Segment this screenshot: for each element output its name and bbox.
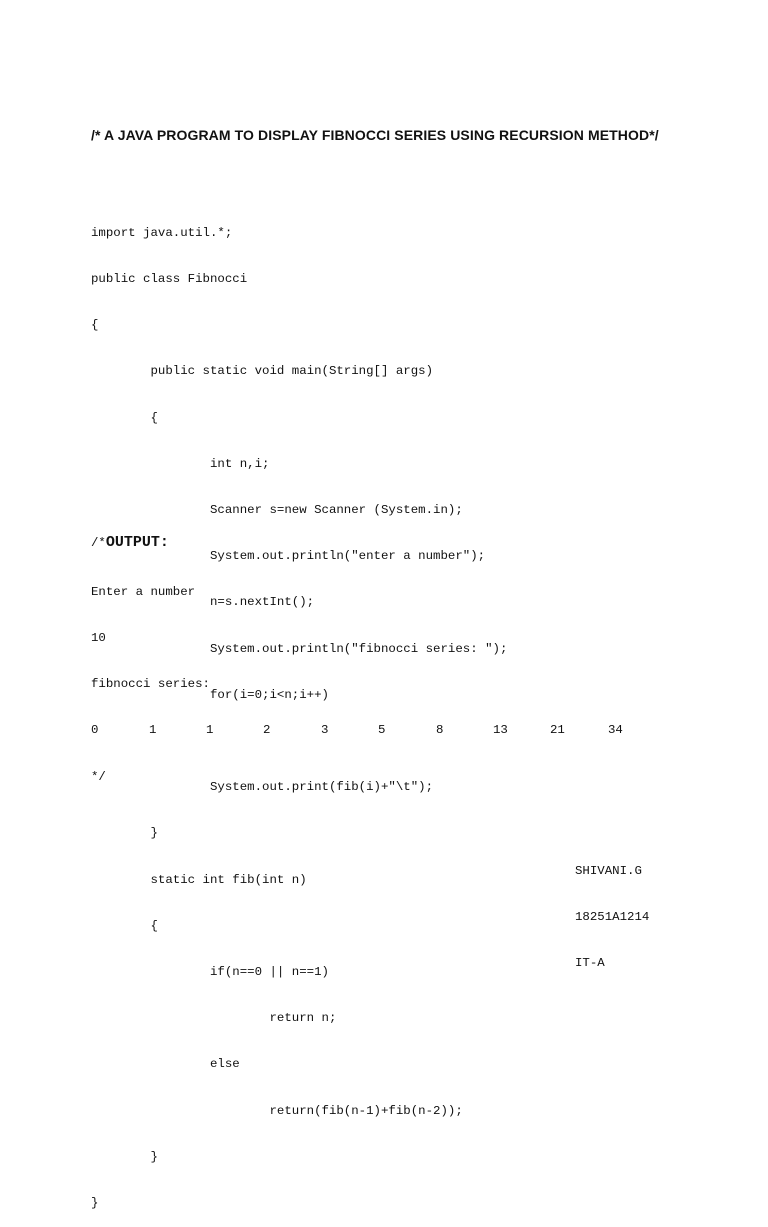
code-line: } (91, 1196, 99, 1211)
code-line: static int fib(int n) (91, 872, 307, 887)
comment-close: */ (91, 769, 106, 784)
output-line: fibnocci series: (91, 677, 210, 692)
code-line: { (91, 318, 99, 333)
comment-open: /* (91, 536, 106, 550)
series-value: 5 (378, 723, 386, 738)
series-value: 8 (436, 723, 444, 738)
code-line: { (91, 410, 158, 425)
output-heading (91, 534, 169, 551)
code-line: public static void main(String[] args) (91, 364, 434, 379)
code-line: System.out.print(fib(i)+"\t"); (91, 780, 434, 795)
code-line: } (91, 826, 158, 841)
series-value: 3 (321, 723, 329, 738)
series-value: 34 (608, 723, 623, 738)
author-signature (575, 833, 649, 987)
output-label: OUTPUT: (105, 534, 169, 551)
code-line: return(fib(n-1)+fib(n-2)); (91, 1103, 463, 1118)
fibonacci-series-row (91, 723, 623, 738)
code-line: System.out.println("enter a number"); (91, 549, 486, 564)
author-name: SHIVANI.G (575, 863, 642, 878)
code-line: return n; (91, 1011, 337, 1026)
class-section: IT-A (575, 956, 605, 971)
output-line: 10 (91, 631, 106, 646)
code-line: n=s.nextInt(); (91, 595, 315, 610)
code-line: } (91, 1149, 158, 1164)
code-line: Scanner s=new Scanner (System.in); (91, 503, 463, 518)
series-value: 1 (149, 723, 157, 738)
code-line: else (91, 1057, 240, 1072)
code-line: int n,i; (91, 456, 270, 471)
code-line: public class Fibnocci (91, 272, 248, 287)
series-value: 2 (263, 723, 271, 738)
document-title: /* A JAVA PROGRAM TO DISPLAY FIBNOCCI SERIES USING RECURSION METHOD*/ (91, 127, 659, 143)
series-value: 13 (493, 723, 508, 738)
code-line: for(i=0;i<n;i++) (91, 687, 329, 702)
code-line: { (91, 918, 158, 933)
code-line: System.out.println("fibnocci series: "); (91, 641, 508, 656)
roll-number: 18251A1214 (575, 910, 650, 925)
series-value: 0 (91, 723, 99, 738)
code-line: if(n==0 || n==1) (91, 965, 329, 980)
series-value: 1 (206, 723, 214, 738)
code-line: import java.util.*; (91, 225, 233, 240)
series-value: 21 (550, 723, 565, 738)
output-line: Enter a number (91, 584, 196, 599)
